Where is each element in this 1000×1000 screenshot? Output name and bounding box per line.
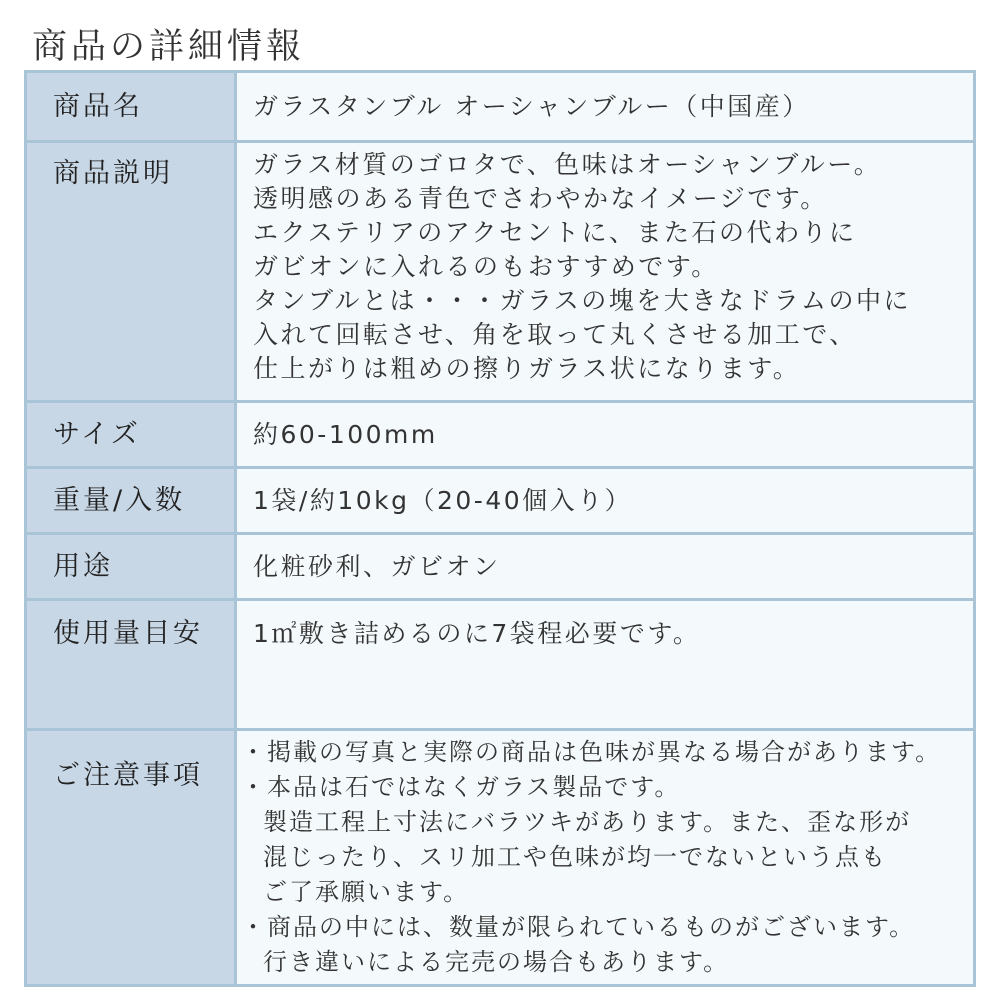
caution-line: 製造工程上寸法にバラツキがあります。また、歪な形が bbox=[263, 808, 912, 836]
weight-value: 1袋/約10kg（20-40個入り） bbox=[253, 486, 633, 515]
caution-line: ・商品の中には、数量が限られているものがございます。 bbox=[241, 913, 916, 941]
amount-value: 1㎡敷き詰めるのに7袋程必要です。 bbox=[253, 619, 701, 648]
amount-label: 使用量目安 bbox=[27, 601, 237, 728]
product-details-table bbox=[24, 70, 976, 987]
caution-label: ご注意事項 bbox=[27, 731, 237, 984]
caution-line: ・掲載の写真と実際の商品は色味が異なる場合があります。 bbox=[241, 738, 942, 766]
caution-line: ご了承願います。 bbox=[263, 878, 470, 906]
description-line: 仕上がりは粗めの擦りガラス状になります。 bbox=[253, 354, 801, 383]
caution-line: 混じったり、スリ加工や色味が均一でないという点も bbox=[263, 843, 887, 871]
description-line: 透明感のある青色でさわやかなイメージです。 bbox=[253, 184, 828, 213]
size-value: 約60-100mm bbox=[253, 420, 438, 449]
row-size bbox=[27, 400, 973, 466]
description-line: タンブルとは・・・ガラスの塊を大きなドラムの中に bbox=[253, 286, 912, 315]
description-line: 入れて回転させ、角を取って丸くさせる加工で、 bbox=[253, 320, 857, 349]
description-label: 商品説明 bbox=[27, 143, 237, 400]
description-value bbox=[237, 143, 973, 400]
weight-label: 重量/入数 bbox=[27, 469, 237, 532]
row-caution bbox=[27, 728, 973, 984]
product-name-label: 商品名 bbox=[27, 73, 237, 140]
row-description bbox=[27, 140, 973, 400]
usage-label: 用途 bbox=[27, 535, 237, 598]
caution-value bbox=[237, 731, 973, 984]
caution-line: ・本品は石ではなくガラス製品です。 bbox=[241, 773, 681, 801]
page-title: 商品の詳細情報 bbox=[32, 27, 306, 67]
description-line: ガビオンに入れるのもおすすめです。 bbox=[253, 252, 719, 281]
row-weight bbox=[27, 466, 973, 532]
row-product-name bbox=[27, 73, 973, 140]
caution-line: 行き違いによる完売の場合もあります。 bbox=[263, 948, 730, 976]
usage-value: 化粧砂利、ガビオン bbox=[253, 552, 501, 581]
row-amount bbox=[27, 598, 973, 728]
row-usage bbox=[27, 532, 973, 598]
size-label: サイズ bbox=[27, 403, 237, 466]
product-name-value: ガラスタンブル オーシャンブルー（中国産） bbox=[253, 92, 810, 121]
description-line: エクステリアのアクセントに、また石の代わりに bbox=[253, 218, 857, 247]
description-line: ガラス材質のゴロタで、色味はオーシャンブルー。 bbox=[253, 150, 882, 179]
